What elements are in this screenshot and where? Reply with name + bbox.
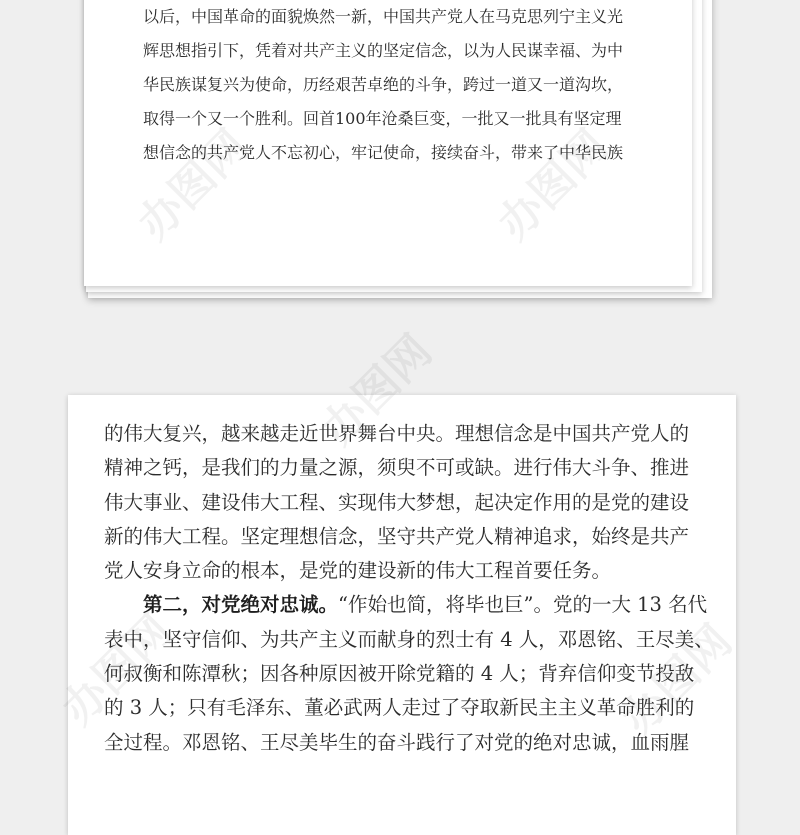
text-line: 辉思想指引下，凭着对共产主义的坚定信念，以为人民谋幸福、为中 xyxy=(143,41,624,60)
text-line: 何叔衡和陈潭秋；因各种原因被开除党籍的 4 人；背弃信仰变节投敌 xyxy=(104,662,695,686)
watermark-icon: 办图网 xyxy=(128,120,258,250)
top-page-text xyxy=(143,0,623,170)
text-line: 新的伟大工程。坚定理想信念，坚守共产党人精神追求，始终是共产 xyxy=(104,524,690,548)
text-line: 的 3 人；只有毛泽东、董必武两人走过了夺取新民主主义革命胜利的 xyxy=(104,696,695,720)
text-line: 表中，坚守信仰、为共产主义而献身的烈士有 4 人，邓恩铭、王尽美、 xyxy=(104,627,714,651)
text-line: “作始也简，将毕也巨”。党的一大 13 名代 xyxy=(338,593,708,617)
bottom-page-text xyxy=(104,417,714,760)
section-paragraph-start xyxy=(104,588,714,622)
text-line: 精神之钙，是我们的力量之源，须臾不可或缺。进行伟大斗争、推进 xyxy=(104,456,690,480)
text-line: 伟大事业、建设伟大工程、实现伟大梦想，起决定作用的是党的建设 xyxy=(104,490,690,514)
watermark-icon: 办图网 xyxy=(312,325,442,455)
text-line: 华民族谋复兴为使命，历经艰苦卓绝的斗争，跨过一道又一道沟坎， xyxy=(143,75,624,94)
section-heading: 第二，对党绝对忠诚。 xyxy=(143,593,339,617)
document-page-top xyxy=(84,0,692,286)
watermark-icon: 办图网 xyxy=(488,120,618,250)
document-page-bottom xyxy=(52,325,742,835)
text-line: 的伟大复兴，越来越走近世界舞台中央。理想信念是中国共产党人的 xyxy=(104,422,690,445)
text-line: 党人安身立命的根本，是党的建设新的伟大工程首要任务。 xyxy=(104,559,612,583)
watermark-icon: 办图网 xyxy=(52,605,182,735)
watermark-icon: 办图网 xyxy=(612,615,742,745)
text-line: 以后，中国革命的面貌焕然一新，中国共产党人在马克思列宁主义光 xyxy=(143,7,624,26)
text-line: 全过程。邓恩铭、王尽美毕生的奋斗践行了对党的绝对忠诚，血雨腥 xyxy=(104,730,690,754)
text-line: 取得一个又一个胜利。回首100年沧桑巨变，一批又一批具有坚定理 xyxy=(143,109,622,128)
text-line: 想信念的共产党人不忘初心，牢记使命，接续奋斗，带来了中华民族 xyxy=(143,143,624,162)
